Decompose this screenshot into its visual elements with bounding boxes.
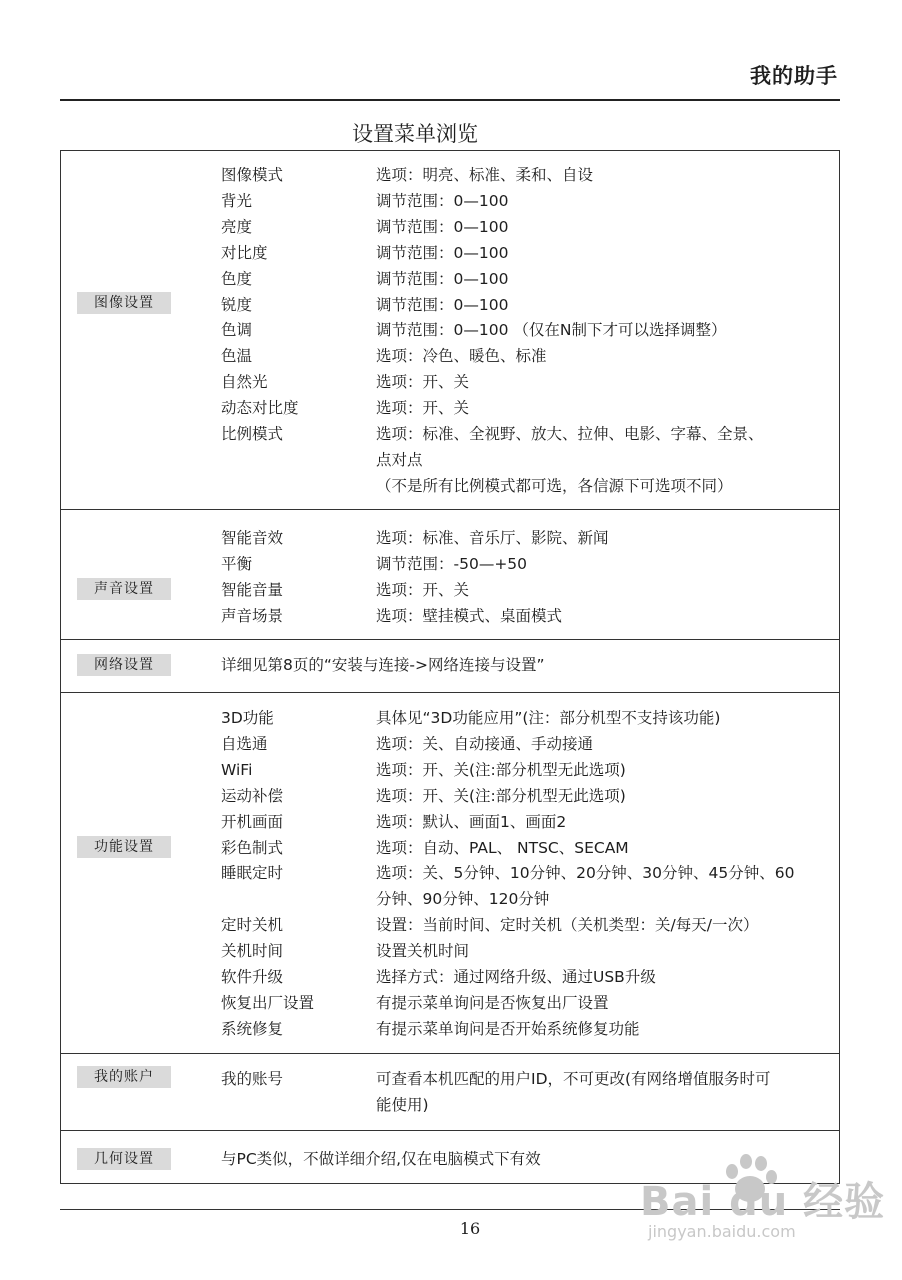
setting-row: [61, 188, 839, 214]
setting-description: 调节范围：0—100 （仅在N制下才可以选择调整）: [376, 321, 727, 340]
setting-name: 运动补偿: [221, 786, 284, 805]
setting-name: 软件升级: [221, 968, 284, 986]
setting-name: 恢复出厂设置: [221, 993, 315, 1012]
watermark-url: jingyan.baidu.com: [648, 1222, 796, 1241]
setting-description: 调节范围：0—100: [376, 191, 509, 210]
setting-row: [61, 577, 839, 603]
setting-row: [61, 317, 839, 343]
setting-row: [61, 783, 839, 809]
section-label: 图像设置: [77, 292, 171, 314]
setting-row: [61, 214, 839, 240]
setting-name: 关机时间: [221, 942, 284, 961]
setting-row: [61, 652, 839, 678]
setting-name: 系统修复: [221, 1019, 284, 1038]
section-3: [61, 639, 839, 693]
section-label: 几何设置: [77, 1148, 171, 1170]
setting-description: 调节范围：-50—+50: [376, 554, 528, 573]
setting-row: [61, 835, 839, 861]
section-4: [61, 692, 839, 1054]
setting-row: [61, 964, 839, 990]
setting-row: [61, 292, 839, 318]
setting-row: [61, 162, 839, 188]
page-number: 16: [459, 1219, 481, 1238]
setting-name: 睡眠定时: [221, 864, 284, 883]
setting-row: [61, 603, 839, 629]
setting-description: 选项：明亮、标准、柔和、自设: [376, 166, 594, 184]
section-1: [61, 151, 839, 509]
setting-row: [61, 343, 839, 369]
setting-row: [61, 705, 839, 731]
setting-name: 开机画面: [221, 812, 284, 831]
setting-description: 调节范围：0—100: [376, 217, 509, 236]
setting-description: 选项：开、关: [376, 373, 470, 392]
setting-name: 色调: [221, 321, 253, 340]
setting-name: 自然光: [221, 373, 268, 392]
setting-description: （不是所有比例模式都可选，各信源下可选项不同）: [376, 476, 733, 495]
setting-row: [61, 990, 839, 1016]
setting-name: 3D功能: [221, 709, 274, 727]
setting-row: [61, 1016, 839, 1042]
setting-row: [61, 912, 839, 938]
setting-name: 定时关机: [221, 916, 284, 935]
setting-description: 选项：开、关(注:部分机型无此选项): [376, 760, 626, 779]
section-label: 功能设置: [77, 836, 171, 858]
setting-name: 声音场景: [221, 606, 284, 625]
setting-description: 分钟、90分钟、120分钟: [376, 890, 550, 909]
setting-description: 设置关机时间: [376, 942, 470, 961]
section-label: 声音设置: [77, 578, 171, 600]
setting-name: 平衡: [221, 554, 253, 573]
setting-description: 调节范围：0—100: [376, 269, 509, 288]
setting-row: [61, 447, 839, 473]
setting-name: 自选通: [221, 734, 268, 753]
setting-name: 亮度: [221, 217, 253, 236]
setting-description: 选项：关、5分钟、10分钟、20分钟、30分钟、45分钟、60: [376, 864, 795, 883]
setting-description: 有提示菜单询问是否开始系统修复功能: [376, 1019, 640, 1038]
setting-name: 背光: [221, 191, 253, 210]
setting-description: 选项：关、自动接通、手动接通: [376, 734, 594, 753]
setting-description: 选项：自动、PAL、 NTSC、SECAM: [376, 838, 629, 857]
setting-name: WiFi: [221, 760, 253, 779]
setting-row: [61, 938, 839, 964]
setting-description: 具体见“3D功能应用”(注：部分机型不支持该功能): [376, 709, 721, 727]
setting-name: 色度: [221, 269, 253, 288]
setting-description: 选项：开、关: [376, 399, 470, 418]
setting-name: 色温: [221, 347, 253, 366]
setting-description: 选项：标准、音乐厅、影院、新闻: [376, 529, 609, 547]
setting-description: 选项：标准、全视野、放大、拉伸、电影、字幕、全景、: [376, 425, 764, 443]
setting-description: 能使用): [376, 1095, 429, 1114]
setting-description: 调节范围：0—100: [376, 295, 509, 314]
setting-name: 智能音量: [221, 580, 284, 599]
section-label: 我的账户: [77, 1066, 171, 1088]
setting-description: 可查看本机匹配的用户ID，不可更改(有网络增值服务时可: [376, 1070, 771, 1088]
setting-row: [61, 809, 839, 835]
section-label: 网络设置: [77, 654, 171, 676]
header-title: 我的助手: [750, 64, 838, 88]
watermark-brand: Bai du 经验: [640, 1179, 886, 1225]
setting-description: 选项：开、关(注:部分机型无此选项): [376, 786, 626, 805]
setting-row: [61, 525, 839, 551]
page-title: 设置菜单浏览: [352, 122, 478, 146]
setting-row: [61, 551, 839, 577]
setting-row: [61, 1066, 839, 1092]
setting-name: 动态对比度: [221, 399, 299, 418]
section-5: [61, 1053, 839, 1131]
setting-name: 锐度: [221, 295, 253, 314]
setting-row: [61, 266, 839, 292]
setting-description: 详细见第8页的“安装与连接->网络连接与设置”: [221, 656, 545, 674]
setting-description: 点对点: [376, 450, 423, 469]
setting-description: 选项：开、关: [376, 580, 470, 599]
setting-description: 设置：当前时间、定时关机（关机类型：关/每天/一次）: [376, 916, 759, 935]
setting-description: 选项：默认、画面1、画面2: [376, 812, 567, 831]
page-header: [0, 0, 902, 100]
setting-row: [61, 1092, 839, 1118]
setting-description: 选择方式：通过网络升级、通过USB升级: [376, 968, 656, 986]
setting-row: [61, 473, 839, 499]
setting-name: 比例模式: [221, 425, 284, 443]
setting-row: [61, 757, 839, 783]
setting-row: [61, 395, 839, 421]
setting-name: 图像模式: [221, 166, 284, 184]
setting-name: 对比度: [221, 243, 268, 262]
header-rule: [60, 99, 840, 101]
setting-description: 选项：壁挂模式、桌面模式: [376, 606, 563, 625]
setting-row: [61, 240, 839, 266]
setting-row: [61, 731, 839, 757]
setting-name: 我的账号: [221, 1070, 284, 1088]
section-2: [61, 509, 839, 640]
setting-description: 选项：冷色、暖色、标准: [376, 347, 547, 366]
setting-name: 智能音效: [221, 529, 284, 547]
setting-row: [61, 886, 839, 912]
setting-description: 调节范围：0—100: [376, 243, 509, 262]
setting-name: 彩色制式: [221, 838, 284, 857]
settings-table: [60, 150, 840, 1184]
setting-row: [61, 421, 839, 447]
setting-row: [61, 860, 839, 886]
watermark: [640, 1150, 886, 1250]
setting-description: 与PC类似，不做详细介绍,仅在电脑模式下有效: [221, 1150, 541, 1168]
setting-row: [61, 369, 839, 395]
setting-description: 有提示菜单询问是否恢复出厂设置: [376, 993, 609, 1012]
